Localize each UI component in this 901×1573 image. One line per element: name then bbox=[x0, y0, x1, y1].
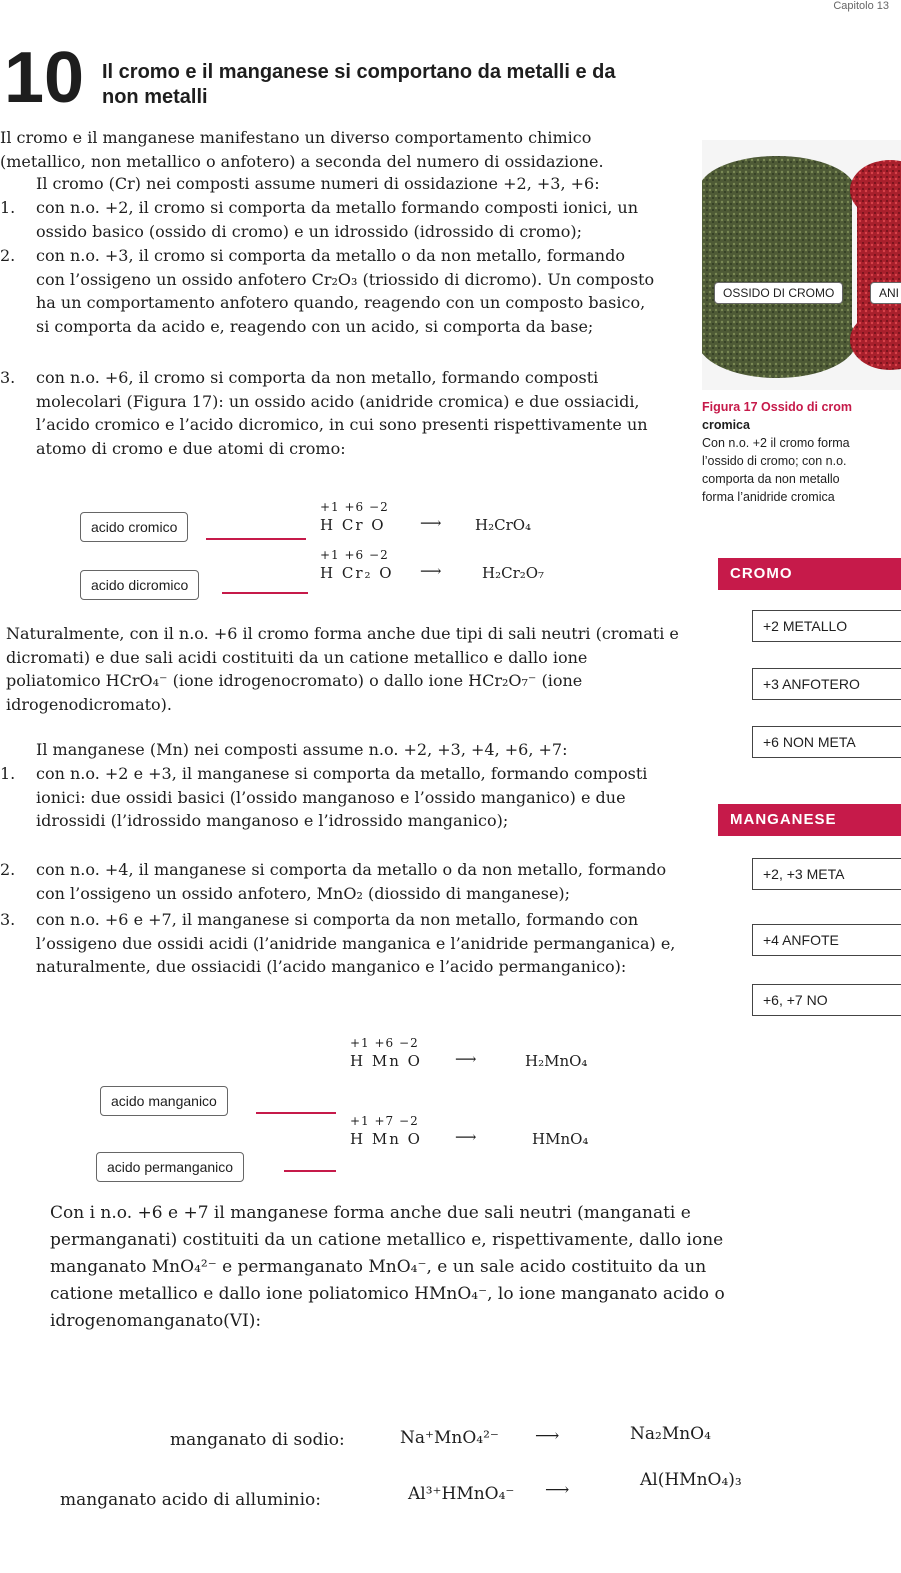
formula-product: H₂Cr₂O₇ bbox=[482, 564, 545, 582]
formula-product: H₂MnO₄ bbox=[525, 1052, 588, 1070]
oxidation-numbers: +1 +6 −2 bbox=[320, 548, 389, 562]
manganese-box-row: +4 ANFOTE bbox=[752, 924, 901, 956]
manganese-box-row: +2, +3 META bbox=[752, 858, 901, 890]
example-label: manganato acido di alluminio: bbox=[60, 1490, 321, 1510]
example-product: Na₂MnO₄ bbox=[630, 1424, 711, 1444]
chromo-box-row: +3 ANFOTERO bbox=[752, 668, 901, 700]
formula-product: H₂CrO₄ bbox=[475, 516, 532, 534]
formula-elements: H Mn O bbox=[350, 1130, 422, 1148]
chromium-salts-paragraph: Naturalmente, con il n.o. +6 il cromo forma anche due tipi di sali neutri (cromati e dicromati) e due sali acidi costituiti da un catione metallico e dallo ione poliatomico HCrO₄⁻ (ione idrogenocromato) o dallo ione HCr₂O₇⁻ (ione idrogenodicromato). bbox=[6, 624, 679, 714]
example-product: Al(HMnO₄)₃ bbox=[640, 1470, 742, 1490]
acid-label-permanganic: acido permanganico bbox=[96, 1152, 244, 1182]
acid-label-manganic: acido manganico bbox=[100, 1086, 228, 1116]
manganese-salts-paragraph: Con i n.o. +6 e +7 il manganese forma anche due sali neutri (manganati e permanganati) costituiti da un catione metallico e, rispettivamente, dallo ione manganato MnO₄²⁻ e permanganato MnO₄⁻, e un sale acido costituito da un catione metallico e dallo ione poliatomico HMnO₄⁻, lo ione manganato acido o idrogenomanganato(VI): bbox=[50, 1203, 725, 1331]
oxidation-numbers: +1 +7 −2 bbox=[350, 1114, 419, 1128]
acid-label-dichromic: acido dicromico bbox=[80, 570, 199, 600]
chromo-box-row: +2 METALLO bbox=[752, 610, 901, 642]
connector-line bbox=[206, 538, 306, 540]
example-reactant: Na⁺MnO₄²⁻ bbox=[400, 1428, 499, 1448]
figure-caption: Figura 17 Ossido di crom cromica Con n.o. +2 il cromo forma l’ossido di cromo; con n.o. comporta da non metallo forma l’anidride cromica bbox=[702, 398, 901, 506]
connector-line bbox=[256, 1112, 336, 1114]
oxidation-numbers: +1 +6 −2 bbox=[320, 500, 389, 514]
arrow-icon: ⟶ bbox=[420, 514, 442, 532]
formula-elements: H Cr₂ O bbox=[320, 564, 394, 582]
connector-line bbox=[284, 1170, 336, 1172]
example-label: manganato di sodio: bbox=[170, 1430, 345, 1450]
photo-label-right: ANI bbox=[870, 282, 901, 304]
chromo-box-row: +6 NON META bbox=[752, 726, 901, 758]
manganese-box-title: MANGANESE bbox=[718, 804, 901, 836]
arrow-icon: ⟶ bbox=[545, 1480, 570, 1500]
arrow-icon: ⟶ bbox=[420, 562, 442, 580]
chromium-intro: Il cromo (Cr) nei composti assume numeri di ossidazione +2, +3, +6: bbox=[36, 174, 600, 193]
manganese-intro: Il manganese (Mn) nei composti assume n.o. +2, +3, +4, +6, +7: bbox=[36, 740, 568, 759]
arrow-icon: ⟶ bbox=[455, 1050, 477, 1068]
arrow-icon: ⟶ bbox=[535, 1426, 560, 1446]
connector-line bbox=[222, 592, 308, 594]
section-title: Il cromo e il manganese si comportano da metalli e da non metalli bbox=[102, 61, 616, 108]
formula-elements: H Cr O bbox=[320, 516, 386, 534]
arrow-icon: ⟶ bbox=[455, 1128, 477, 1146]
chromo-box-title: CROMO bbox=[718, 558, 901, 590]
section-number: 10 bbox=[4, 38, 85, 118]
intro-paragraph: Il cromo e il manganese manifestano un diverso comportamento chimico (metallico, non metallico o anfotero) a seconda del numero di ossidazione. bbox=[0, 128, 604, 171]
acid-label-chromic: acido cromico bbox=[80, 512, 188, 542]
figure-caption-title: Figura 17 Ossido di crom bbox=[702, 400, 853, 414]
example-reactant: Al³⁺HMnO₄⁻ bbox=[408, 1484, 515, 1504]
chromium-oxide-photo bbox=[702, 140, 901, 390]
manganese-box-row: +6, +7 NO bbox=[752, 984, 901, 1016]
chapter-header: Capitolo 13 bbox=[833, 0, 889, 12]
formula-elements: H Mn O bbox=[350, 1052, 422, 1070]
oxidation-numbers: +1 +6 −2 bbox=[350, 1036, 419, 1050]
photo-label-left: OSSIDO DI CROMO bbox=[714, 282, 843, 304]
formula-product: HMnO₄ bbox=[532, 1130, 589, 1148]
